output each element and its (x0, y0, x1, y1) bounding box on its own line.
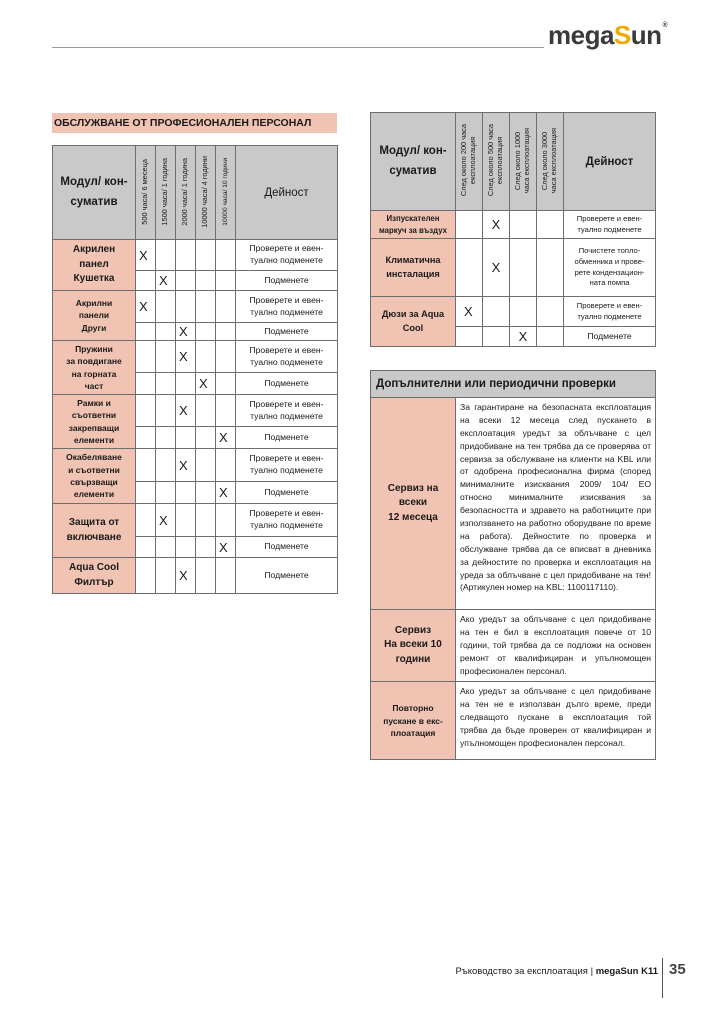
action-cell: Проверете и евен- туално подменете (236, 240, 338, 271)
action-cell: Проверете и евен- туално подменете (236, 291, 338, 323)
column-header-interval: След около 200 часа експлоатация (456, 113, 483, 211)
additional-checks-title: Допълнителни или периодични проверки (371, 371, 656, 398)
table-row (371, 682, 656, 760)
table-row (53, 504, 338, 537)
action-cell: Подменете (236, 373, 338, 395)
action-cell: Проверете и евен- туално подменете (236, 395, 338, 427)
interval-mark: X (483, 239, 510, 297)
maintenance-table-professional (52, 145, 338, 594)
interval-mark: X (196, 373, 216, 395)
interval-mark: X (483, 211, 510, 239)
interval-mark: X (216, 482, 236, 504)
module-name: Рамки и съответни закрепващи елементи (53, 395, 136, 449)
column-header-interval: 10000 часа/ 10 години (216, 146, 236, 240)
column-header-module: Модул/ кон- суматив (371, 113, 456, 211)
interval-mark: X (156, 504, 176, 537)
column-header-interval: След около 500 часа експлоатация (483, 113, 510, 211)
action-cell: Подменете (236, 427, 338, 449)
table-row (53, 449, 338, 482)
interval-mark: X (176, 558, 196, 594)
table-row (53, 291, 338, 323)
maintenance-table-operating-hours (370, 112, 656, 347)
interval-mark: X (156, 271, 176, 291)
page-number: 35 (669, 961, 686, 978)
footer-divider (662, 958, 663, 998)
column-header-interval: 2000 часа/ 1 година (176, 146, 196, 240)
action-cell: Проверете и евен- туално подменете (236, 449, 338, 482)
footer-text: Ръководство за експлоатация | megaSun K11 (455, 966, 658, 977)
check-name: Сервиз на всеки 12 месеца (371, 398, 456, 610)
table-row (53, 240, 338, 271)
column-header-interval: След около 3000 часа експлоатация (537, 113, 564, 211)
action-cell: Проверете и евен- туално подменете (236, 341, 338, 373)
section-title: ОБСЛУЖВАНЕ ОТ ПРОФЕСИОНАЛЕН ПЕРСОНАЛ (52, 113, 337, 133)
check-name: Сервиз На всеки 10 години (371, 610, 456, 682)
table-row (371, 610, 656, 682)
module-name: Климатична инсталация (371, 239, 456, 297)
action-cell: Почистете топло- обменника и прове- рете кондензацион- ната помпа (564, 239, 656, 297)
column-header-interval: 1500 часа/ 1 година (156, 146, 176, 240)
action-cell: Подменете (236, 558, 338, 594)
table-row (53, 395, 338, 427)
interval-mark: X (216, 537, 236, 558)
column-header-action: Дейност (236, 146, 338, 240)
action-cell: Подменете (564, 327, 656, 347)
column-header-interval: 500 часа/ 6 месеца (136, 146, 156, 240)
check-name: Повторно пускане в екс- плоатация (371, 682, 456, 760)
table-row (371, 398, 656, 610)
interval-mark: X (510, 327, 537, 347)
module-name: Окабеляване и съответни свързващи елементи (53, 449, 136, 504)
additional-checks-table (370, 370, 656, 760)
column-header-action: Дейност (564, 113, 656, 211)
check-description: Ако уредът за облъчване с цел придобиване на тен не е използван дълго време, преди следващото пускане в експлоатация той трябва да бъде проверен от квалифициран и упълномощен професионален персонал. (456, 682, 656, 760)
module-name: Пружини за повдигане на горната част (53, 341, 136, 395)
action-cell: Подменете (236, 271, 338, 291)
action-cell: Подменете (236, 323, 338, 341)
table-row (371, 239, 656, 297)
interval-mark: X (176, 323, 196, 341)
interval-mark: X (136, 240, 156, 271)
megasun-logo: megaSun® (548, 20, 668, 50)
table-row (53, 558, 338, 594)
column-header-module: Модул/ кон- суматив (53, 146, 136, 240)
action-cell: Подменете (236, 482, 338, 504)
module-name: Защита от включване (53, 504, 136, 558)
action-cell: Подменете (236, 537, 338, 558)
module-name: Aqua Cool Филтър (53, 558, 136, 594)
check-description: За гарантиране на безопасната експлоатация на всеки 12 месеца след пускането в експлоатация уредът за облъчване с цел придобиване на тен трябва да се проверява от сервиза за обслужване на клиенти на KBL или от одобрена професионална фирма (според минималните изисквания 2009/ 104/ ЕО относно минималните изисквания за безопасността и здравето на работниците при използването на работно оборудване по време на работа). Дейностите по проверка и обслужване трябва да се вписват в дневника за дейностите по проверка и експлоатация на уреда за облъчване с цел придобиване на тен! (Артикулен номер на KBL: 1100117110). (456, 398, 656, 610)
interval-mark: X (136, 291, 156, 323)
column-header-interval: 10000 часа/ 4 години (196, 146, 216, 240)
module-name: Изпускателен маркуч за въздух (371, 211, 456, 239)
action-cell: Проверете и евен- туално подменете (564, 211, 656, 239)
interval-mark: X (176, 341, 196, 373)
interval-mark: X (216, 427, 236, 449)
module-name: Акрилен панел Кушетка (53, 240, 136, 291)
action-cell: Проверете и евен- туално подменете (564, 297, 656, 327)
module-name: Дюзи за Aqua Cool (371, 297, 456, 347)
table-row (53, 341, 338, 373)
check-description: Ако уредът за облъчване с цел придобиване на тен е бил в експлоатация повече от 10 години, той трябва да се подложи на основен ремонт от квалифициран и упълномощен професионален персонал. (456, 610, 656, 682)
table-row (371, 211, 656, 239)
header-rule (52, 47, 544, 48)
interval-mark: X (176, 449, 196, 482)
interval-mark: X (176, 395, 196, 427)
table-row (371, 297, 656, 327)
module-name: Акрилни панели Други (53, 291, 136, 341)
column-header-interval: След около 1000 часа експлоатация (510, 113, 537, 211)
interval-mark: X (456, 297, 483, 327)
action-cell: Проверете и евен- туално подменете (236, 504, 338, 537)
